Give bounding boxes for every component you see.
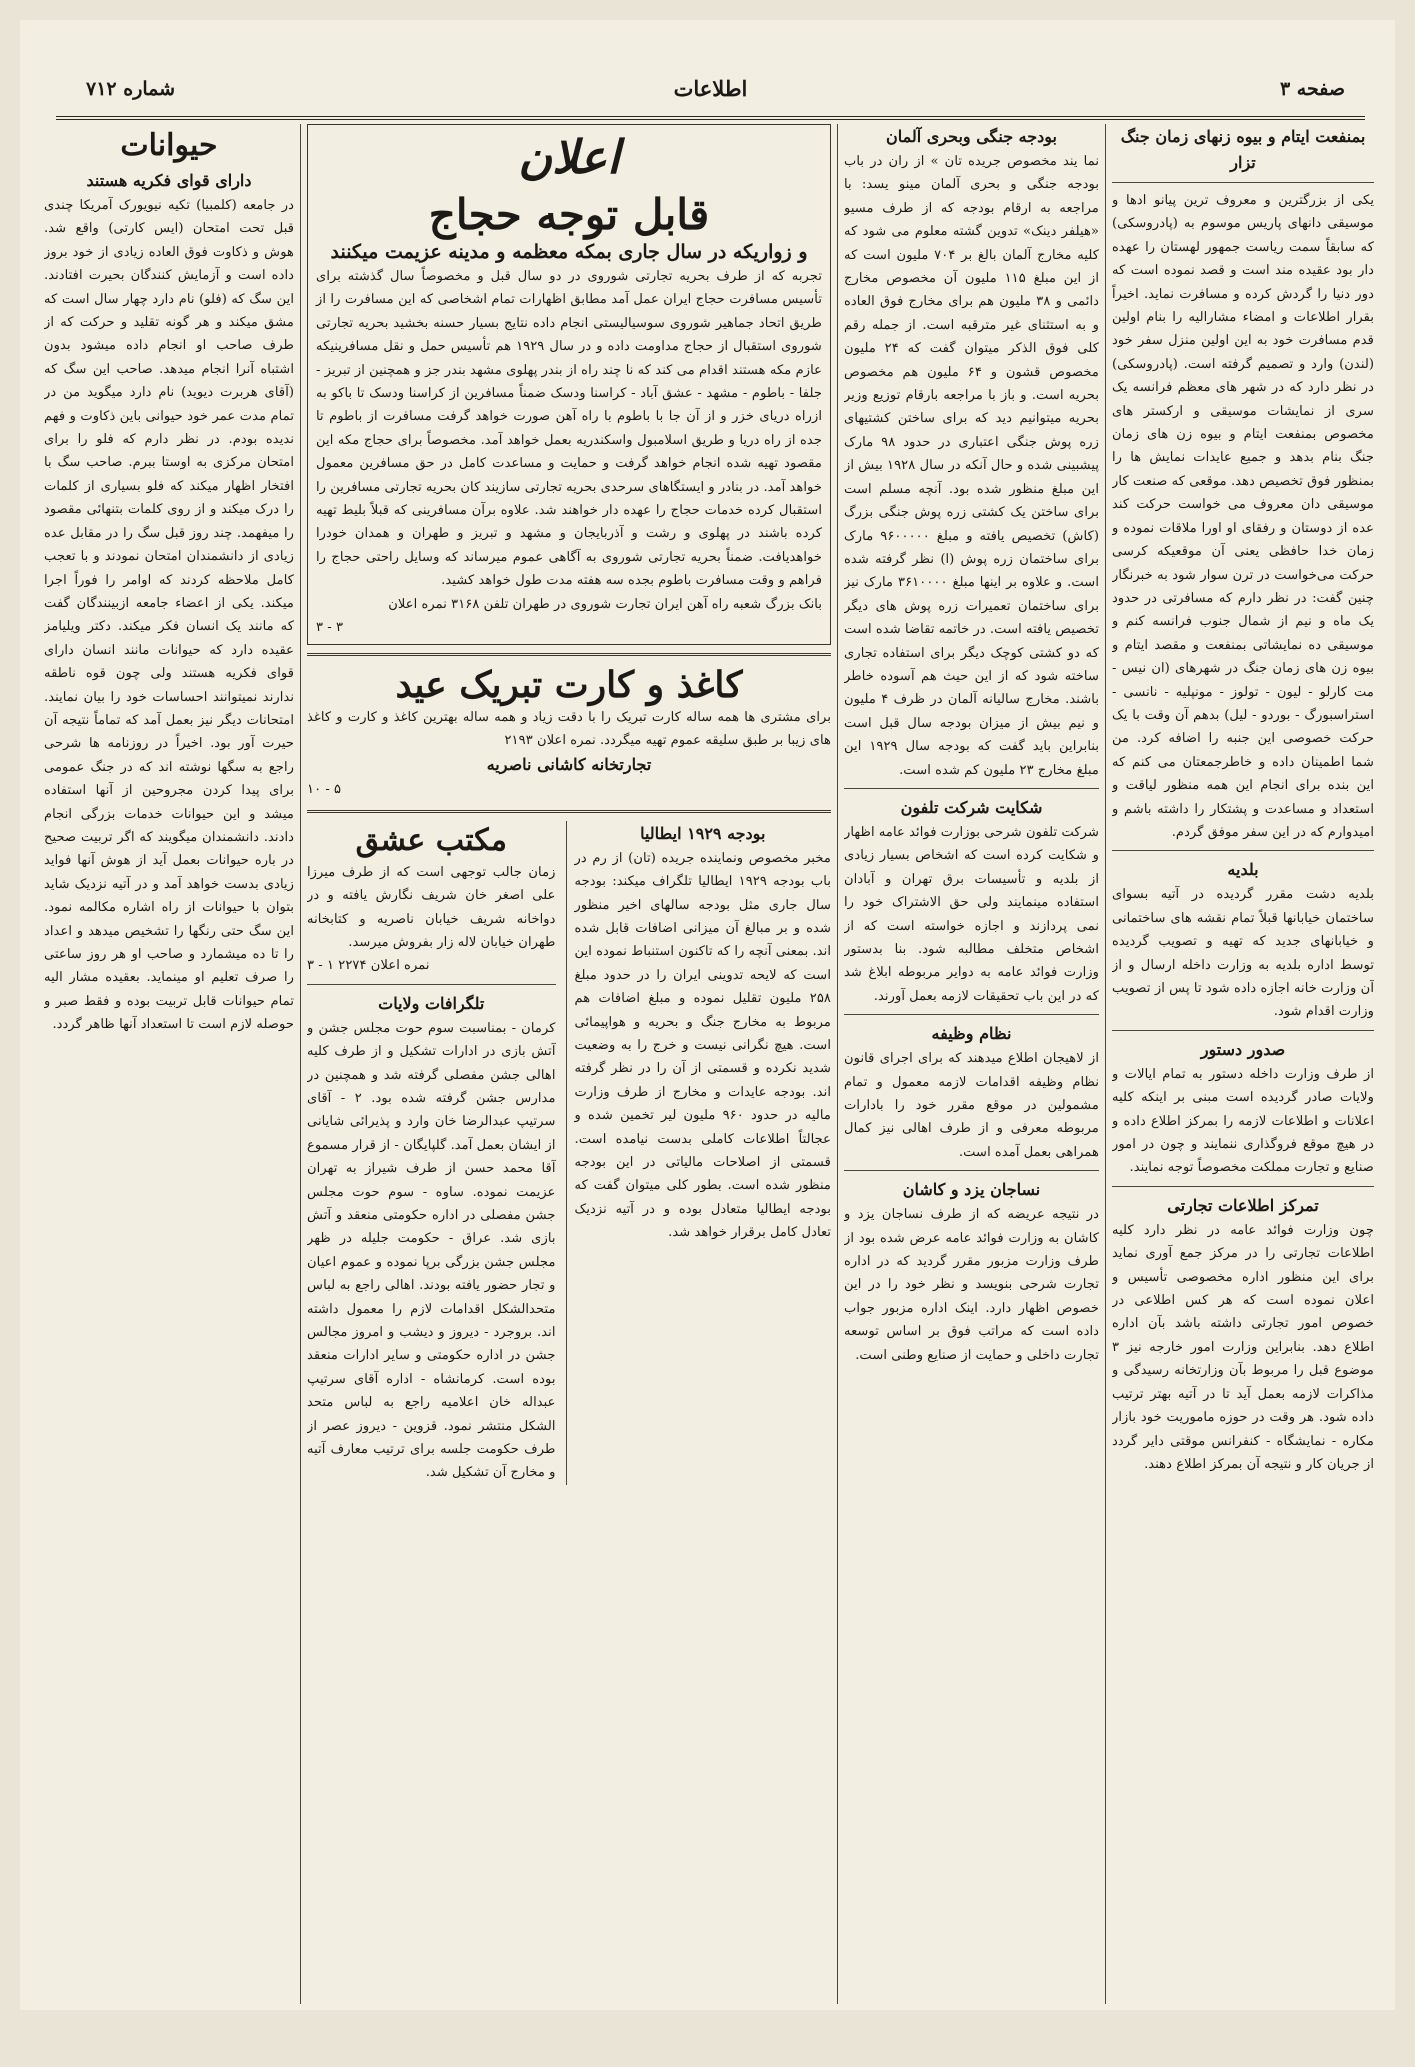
lower-split [307,821,831,1485]
article-body: از لاهیجان اطلاع میدهند که برای اجرای قانون نظام وظیفه اقدامات لازمه معمول و تمام مشمولین در موقع مقرر خود را بادارات مربوطه معرفی و از طرف اهالی نیز کمال همراهی بعمل آمده است. [844,1051,1099,1160]
divider [844,788,1099,789]
column-rule [300,124,301,2004]
article-body: کرمان - بمناسبت سوم حوت مجلس جشن و آتش بازی در ادارات تشکیل و از طرف کلیه اهالی جشن مفصلی گرفته شد و همچنین در مدارس جشن گرفته شده بود. ۲ - آقای سرتیپ عبدالرضا خان وارد و پذیرائی شایانی از ایشان بعمل آمد. گلپایگان - از قرار مسموع آقا محمد حسن از طرف شیراز به تهران عزیمت نموده. ساوه - سوم حوت مجلس جشن مفصلی در اداره حکومتی منعقد و آتش بازی شد. عراق - حکومت جلیله در ظهر مجلس جشن بزرگی برپا نموده و عموم اعیان و تجار حضور یافته بودند. اهالی راجع به لباس متحدالشکل اقدامات لازم را معمول داشته اند. بروجرد - دیروز و دیشب و امروز مجالس جشن در اداره حکومتی و سایر ادارات منعقد بوده است. کرمانشاه - اداره آقای سرتیپ عبداله خان اعلامیه راجع به لباس متحد الشکل منتشر نمود. قزوین - دیروز عصر از طرف حکومت جلسه برای ترتیب معارف آتیه و مخارج آن تشکیل شد. [307,1020,556,1481]
issue-number: شماره ۷۱۲ [86,78,176,100]
article-body: چون وزارت فوائد عامه در نظر دارد کلیه اطلاعات تجارتی را در مرکز جمع آوری نماید برای این منظور اداره مخصوصی تأسیس و اعلان نموده است که هر کس اطلاعی در خصوص امور تجارتی داشته باشد بآن اداره اطلاع دهد. بنابراین وزارت امور خارجه نیز ۳ موضوع قبل را مربوط بآن وزارتخانه رسیدگی و مذاکرات لازمه بعمل آید تا در آتیه بهتر ترتیب داده شود. هر وقت در حوزه ماموریت خود بازار مکاره - نمایشگاه - کنفرانس موقتی دایر گردد از جریان کار و نتیجه آن بمرکز اطلاع دهند. [1112,1222,1374,1472]
article-title: بودجه ۱۹۲۹ ایطالیا [640,823,766,843]
article-title: شکایت شرکت تلفون [900,797,1043,817]
article-title: بودجه جنگی وبحری آلمان [886,127,1057,146]
divider [307,810,831,813]
divider [844,1170,1099,1171]
article-title: تمرکز اطلاعات تجارتی [1167,1195,1319,1215]
article-title: حیوانات [120,128,218,163]
divider [1112,182,1374,183]
divider [307,653,831,656]
section-header: تلگرافات ولایات [378,993,485,1013]
article-body: مخبر مخصوص ونماینده جریده (تان) از رم در باب بودجه ۱۹۲۹ ایطالیا تلگراف میکند: بودجه سال جاری مثل بودجه سالهای اخیر منظور شده و بر مبالغ آن میزانی اضافات قابل شده اند. بمعنی آنچه را که تاکنون استنباط نموده این است که لایحه تدوینی ایران را در حدود مبلغ ۲۵۸ ملیون تقلیل نموده و مبلغ اضافات هم مربوط به مخارج جنگ و بحریه و هواپیمائی است. هیچ نگرانی نیست و خرج را به وضعیت شدید نکرده و قسمتی از آن را در نظر گرفته اند. بودجه عایدات و مخارج از طرف وزارت مالیه در حدود ۹۶۰ ملیون لیر تخمین شده و عجالتاً اطلاعات کاملی بدست نیامده است. قسمتی از اصلاحات مالیاتی در این بودجه منظور شده است. بطور کلی میتوان گفت که بودجه ایطالیا متعادل بوده و در آتیه نزدیک تعادل کامل برقرار خواهد شد. [574,850,831,1241]
page-number: صفحه ۳ [1279,78,1345,100]
hajj-advertisement [307,124,831,645]
advert-number: ۳ - ۳ [316,620,344,636]
article-body: نما یند مخصوص جریده تان » از ران در باب بودجه جنگی و بحری آلمان مینو یسد: با مراجعه به ارقام بودجه که از طرف مسیو «هیلفر دینک» تدوین گشته معلوم می شود که کلیه مخارج آلمان بالغ بر ۷۰۴ ملیون است که از این مبلغ ۱۱۵ ملیون آن مخصوص مخارج دائمی و ۳۸ ملیون هم برای مخارج فوق العاده و به استثنای غیر مترقبه است. از جمله رقم کلی فوق الذکر میتوان گفت که ۲۴ ملیون مخصوص قشون و ۶۴ ملیون هم مخصوص بحریه است. و باز با مراجعه بارقام توزیع وزیر بحریه میتوانیم دید که برای ساختن کشتیهای زره پوش جنگی اعتباری در حدود ۹۸ مارک پیشبینی شده و حال آنکه در سال ۱۹۲۸ بیش از این مبلغ منظور شده بود. آنچه مسلم است برای ساختن یک کشتی زره پوش جنگی بزرگ (کاش) تخصیص یافته و مبلغ ۹۶۰۰۰۰۰ مارک برای ساختمان زره پوش (ا) نظر گرفته شده است. و علاوه بر اینها مبلغ ۳۶۱۰۰۰۰ مارک نیز برای ساختمان تعمیرات زره پوش های دیگر تخصیص یافته است. در خاتمه تقاضا شده است که دو کشتی کوچک دیگر برای استفاده تجاری ساخته شود که از این حیث هم آسوده خاطر باشند. مخارج سالیانه آلمان در ظرف ۴ ملیون و نیم بیش از میزان بودجه سال قبل است بنابراین باید گفت که بودجه سال ۱۹۲۹ این مبلغ مخارج ۲۳ ملیون کم شده است. [844,154,1099,778]
greeting-card-title: کاغذ و کارت تبریک عید [395,663,743,706]
divider [1112,1186,1374,1187]
article-title: بلدیه [1227,860,1259,880]
advert-calligraphy: اعلان [518,130,620,184]
book-advert-body: زمان جالب توجهی است که از طرف میرزا علی اصغر خان شریف نگارش یافته و در دواخانه شریف خیابان ناصریه و کتابخانه طهران خیابان لاله زار بفروش میرسد. [307,864,556,950]
page-header [56,64,1365,120]
divider [1112,1030,1374,1031]
italy-budget-block [566,821,831,1485]
shop-name: تجارتخانه کاشانی ناصریه [486,755,652,775]
greeting-card-body: برای مشتری ها همه ساله کارت تبریک را با دقت زیاد و همه ساله بهترین کاغذ و کارت و کاغذ های زیبا بر طبق سلیقه عموم تهیه میگردد. نمره اعلان ۲۱۹۳ [307,709,831,748]
newspaper-name: اطلاعات [673,76,748,101]
article-subtitle: دارای قوای فکریه هستند [86,171,252,190]
advert-subtitle: و زواریکه در سال جاری بمکه معظمه و مدینه عزیمت میکنند [330,241,808,263]
column-rule [837,124,838,2004]
column-2 [844,124,1099,2004]
article-title: نساجان یزد و کاشان [902,1180,1041,1200]
advert-number: نمره اعلان ۲۲۷۴ ۱ - ۳ [307,958,430,974]
book-advert-title: مکتب عشق [355,822,507,858]
divider [844,1014,1099,1015]
maktab-and-telegrams [307,821,556,1485]
advert-title: قابل توجه حجاج [428,190,710,239]
column-4 [44,124,294,2004]
divider [1112,850,1374,851]
article-title: بمنفعت ایتام و بیوه زنهای زمان جنگ تزار [1120,127,1366,172]
divider [307,984,556,985]
newspaper-page [20,20,1395,2010]
column-rule [1105,124,1106,2004]
column-1 [1112,124,1374,2004]
article-body: از طرف وزارت داخله دستور به تمام ایالات و ولایات صادر گردیده است مبنی بر اینکه کلیه اعلانات و اطلاعات لازمه را بمرکز اطلاع داده و در هیچ موقع فروگذاری ننمایند و چون در امور صنایع و تجارت مملکت مخصوصاً توجه نمایند. [1112,1066,1374,1176]
article-body: در نتیجه عریضه که از طرف نساجان یزد و کاشان به وزارت فوائد عامه عرض شده بود از طرف وزارت مزبور مقرر گردید که در اداره تجارت شرحی بنویسد و نظر خود را در این خصوص اظهار دارد. اینک اداره مزبور جواب داده است که مراتب فوق بر اساس توسعه تجارت داخلی و حمایت از صنایع وطنی است. [844,1207,1099,1363]
column-3 [307,124,831,2004]
article-body: بلدیه دشت مقرر گردیده در آتیه بسوای ساختمان خیابانها قبلاً تمام نقشه های ساختمانی و خیابانهای جدید که تهیه و تصویب گردیده توسط اداره بلدیه به وزارت داخله ارسال و از آن وزارت خانه اجازه داده شود تا پس از تصویب وزارت اقدام شود. [1112,887,1374,1020]
article-title: صدور دستور [1200,1039,1286,1059]
advert-number: ۵ - ۱۰ [307,782,342,798]
article-title: نظام وظیفه [931,1024,1012,1044]
advert-footer: بانک بزرگ شعبه راه آهن ایران تجارت شوروی در طهران تلفن ۳۱۶۸ نمره اعلان [388,596,822,612]
article-body: در جامعه (کلمبیا) تکیه نیویورک آمریکا چندی قبل تحت امتحان (ایس کارتی) واقع شد. هوش و ذکاوت فوق العاده زیادی از خود بروز داده است و آزمایش کنندگان بحیرت افتادند. این سگ که (فلو) نام دارد چهار سال است که مشق میکند و هر گونه تقلید و حرکت که از طرف صاحب او انجام داده میشود بدون اشتباه آنرا انجام میدهد. صاحب این سگ که (آقای هربرت دیوید) نام دارد میگوید من در تمام مدت عمر خود حیوانی باین ذکاوت و فهم ندیده بودم. در نظر دارم که فلو را برای امتحان مرکزی به اوستا ببرم. صاحب سگ با افتخار اظهار میکند که فلو بسیاری از کلمات را درک میکند و از روی کلمات بتنهائی مقصود را میفهمد. چند روز قبل سگ را در مقابل عده زیادی از دانشمندان امتحان نمودند و با تعجب کامل ملاحظه کردند که اوامر را فوراً اجرا میکند. یکی از اعضاء جامعه ازبینندگان گفت که مانند یک انسان فکر میکند. دکتر ویلیامز عقیده دارد که حیوانات مانند انسان دارای قوای فکریه هستند ولی چون قوه ناطقه ندارند نمیتوانند احساسات خود را بیان نمایند. امتحانات دیگر نیز بعمل آمد که تماماً نتیجه آن حیرت آور بود. اخیراً در روزنامه ها شرحی راجع به سگها نوشته اند که در جنگ عمومی برای پیدا کردن مجروحین از آنها استفاده میشد و این حیوانات خدمات بزرگی انجام دادند. دانشمندان میگویند که اگر تربیت صحیح در باره حیوانات بعمل آید از هوش آنها فواید زیادی بدست خواهد آمد و در آتیه نزدیک شاید بتوان با حیوانات از راه اشاره مکالمه نمود. این سگ حتی رنگها را تشخیص میدهد و اعداد را تا ده میشمارد و صاحب او هر روز ساعتی را صرف تعلیم او مینماید. بعقیده مشار الیه تمام حیوانات قابل تربیت بوده و فقط صبر و حوصله لازم است تا استعداد آنها ظاهر گردد. [44,198,294,1033]
article-body: شرکت تلفون شرحی بوزارت فوائد عامه اظهار و شکایت کرده است که اشخاص بسیار زیادی از بلدیه و تأسیسات برق تهران و آبادان استفاده مینمایند ولی حق الاشتراک خود را نمی پردازند و اجازه خواسته است که از اشخاص متخلف مطالبه شود. بنا بدستور وزارت فوائد عامه به دوایر مربوطه ابلاغ شد که در این باب تحقیقات لازمه بعمل آورند. [844,824,1099,1004]
advert-body: تجربه که از طرف بحریه تجارتی شوروی در دو سال قبل و مخصوصاً سال گذشته برای تأسیس مسافرت حجاج ایران عمل آمد مطابق اظهارات تمام اشخاصی که این مسافرت را از طریق اتحاد جماهیر شوروی سوسیالیستی انجام داده نتایج بسیار حسنه بخشید بحریه تجارتی شوروی استقبال از حجاج مداومت داده و در سال ۱۹۲۹ هم تأسیس حمل و نقل مسافرینیکه عازم مکه هستند اقدام می کند که نا چند راه از بندر پهلوی مشهد بندر جز و همچنین از تبریز - جلفا - باطوم - مشهد - عشق آباد - کراسنا ودسک ضمناً مسافرین از کراسنا ودسک تا باکو به ازراه دریای خزر و از آن جا با باطوم با راه آهن صورت خواهد گرفت مسافرت از باطوم تا جده از راه دریا و طریق اسلامبول واسکندریه بعمل خواهد آمد. مخصوصاً برای حجاج مکه این مقصود تهیه شده انجام خواهد گرفت و حمایت و مساعدت کامل در حق مسافرین معمول خواهد آمد. در بنادر و ایستگاهای سرحدی بحریه تجارتی سازیند کان بحریه تجارتی مسافرین را استقبال کرده خدمات حجاج را عهده دار خواهند شد. علاوه برآن مسافرینی که قبلاً بلیط تهیه کرده باشند در پهلوی و رشت و آذربایجان و مشهد و تبریز و طهران و همدان خودرا خواهدیافت. ضمناً بحریه تجارتی شوروی به آگاهی عموم میرساند که وسایل راحتی حجاج را فراهم و وقت مسافرت باطوم بجده سه هفته مدت طول خواهد کشید. [316,269,822,589]
article-body: یکی از بزرگترین و معروف ترین پیانو ادها و موسیقی دانهای پاریس موسوم به (پادروسکی) که سابقاً سمت ریاست جمهور لهستان را عهده دار بود عقیده مند است و قصد نموده است که دور دنیا را گردش کرده و مسافرت نماید. اخیراً بقرار اطلاعات و امضاء مشاراليه را بنام اولین قدم مسافرت خود به این اولین منزل سفر خود (لندن) وارد و تصمیم گرفته است. (پادروسکی) در نظر دارد که در شهر های معظم فرانسه یک سری از نمایشات موسیقی و ارکستر های مخصوص بمنفعت ایتام و بیوه زن های زمان جنگ بنام بدهد و جمیع عایدات نمایش ها را بمنظور فوق تخصیص دهد. موقعی که صنعت کار موسیقی دان معروف می خواست حرکت کند عده از دوستان و رفقای او اورا ملاقات نموده و زمان خدا حافظی یعنی آن موقعیکه کرسی حرکت می‌خواست در ترن سوار شود به خبرنگار چنین گفت: در نظر دارم که مسافرتی در حدود یک ماه و نیم از شمال جنوب فرانسه کنم و موسیقی ده نمایشاتی بمنفعت و مقصد ایتام و بیوه زن های زمان جنگ در شهرهای (ان نیس - مت کارلو - لیون - تولوز - مونپلیه - نانسی - استراسبورگ - بوردو - لیل) بدهم آن وقت با یک حرکت خصوصی این جنبه را اضافه کرد. من شما اطمینان داده و خاطرجمعتان می کنم که این بنده برای انجام این همه منظور لیاقت و استعداد و مساعدت و پشتکار را داشته باشم و امیدوارم که در این سفر موفق گردم. [1112,193,1374,840]
